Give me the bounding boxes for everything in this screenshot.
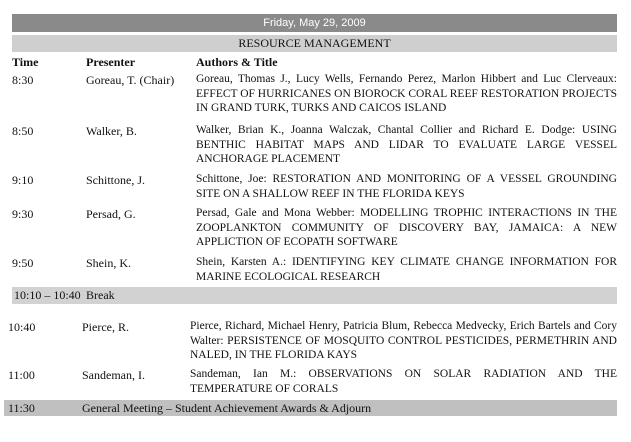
row-time: 8:30 [12,73,34,87]
row-time: 10:40 [8,320,36,334]
time-column-header: Time [12,55,39,69]
row-authors-title: Shein, Karsten A.: IDENTIFYING KEY CLIMATE CHANGE INFORMATION FOR MARINE ECOLOGICAL RESEARCH [196,256,617,283]
row-authors-title: Pierce, Richard, Michael Henry, Patricia Blum, Rebecca Medvecky, Erich Bartels and Cory Walter: PERSISTENCE OF MOSQUITO CONTROL PESTICIDES, PERMETHRIN AND NALED, IN THE FLORIDA KAYS [190,320,617,361]
row-authors-title: Goreau, Thomas J., Lucy Wells, Fernando Perez, Marlon Hibbert and Luc Clerveaux: EFFECT OF HURRICANES ON BIOROCK CORAL REEF RESTORATION PROJECTS IN GRAND TURK, TURKS AND CAICOS ISLAND [196,73,617,114]
authors-column-header: Authors & Title [196,55,278,69]
break-row [12,287,617,304]
general-meeting-row [4,400,617,416]
row-time: 8:50 [12,124,34,138]
row-presenter: Pierce, R. [82,320,129,334]
day-header: Friday, May 29, 2009 [12,14,617,32]
break-label: Break [86,288,115,302]
row-authors-title: Walker, Brian K., Joanna Walczak, Chantal Collier and Richard E. Dodge: USING BENTHIC HABITAT MAPS AND LIDAR TO EVALUATE LARGE VESSEL ANCHORAGE PLACEMENT [196,124,617,165]
row-presenter: Shein, K. [86,256,131,270]
row-time: 9:50 [12,256,34,270]
row-presenter: Persad, G. [86,207,136,221]
row-authors-title: Sandeman, Ian M.: OBSERVATIONS ON SOLAR RADIATION AND THE TEMPERATURE OF CORALS [190,368,617,395]
row-presenter: Goreau, T. (Chair) [86,73,175,87]
row-authors-title: Persad, Gale and Mona Webber: MODELLING TROPHIC INTERACTIONS IN THE ZOOPLANKTON COMMUNITY OF DISCOVERY BAY, JAMAICA: A NEW APPLICTION OF ECOPATH SOFTWARE [196,207,617,248]
presenter-column-header: Presenter [86,55,136,69]
row-authors-title: Schittone, Joe: RESTORATION AND MONITORING OF A VESSEL GROUNDING SITE ON A SHALLOW REEF IN THE FLORIDA KEYS [196,173,617,200]
general-meeting-label: General Meeting – Student Achievement Awards & Adjourn [82,401,372,415]
session-title: RESOURCE MANAGEMENT [12,35,617,52]
row-time: 9:30 [12,207,34,221]
general-meeting-time: 11:30 [8,401,35,415]
row-time: 11:00 [8,368,35,382]
row-presenter: Sandeman, I. [82,368,145,382]
row-time: 9:10 [12,173,34,187]
row-presenter: Schittone, J. [86,173,145,187]
break-time: 10:10 – 10:40 [14,288,81,302]
row-presenter: Walker, B. [86,124,137,138]
